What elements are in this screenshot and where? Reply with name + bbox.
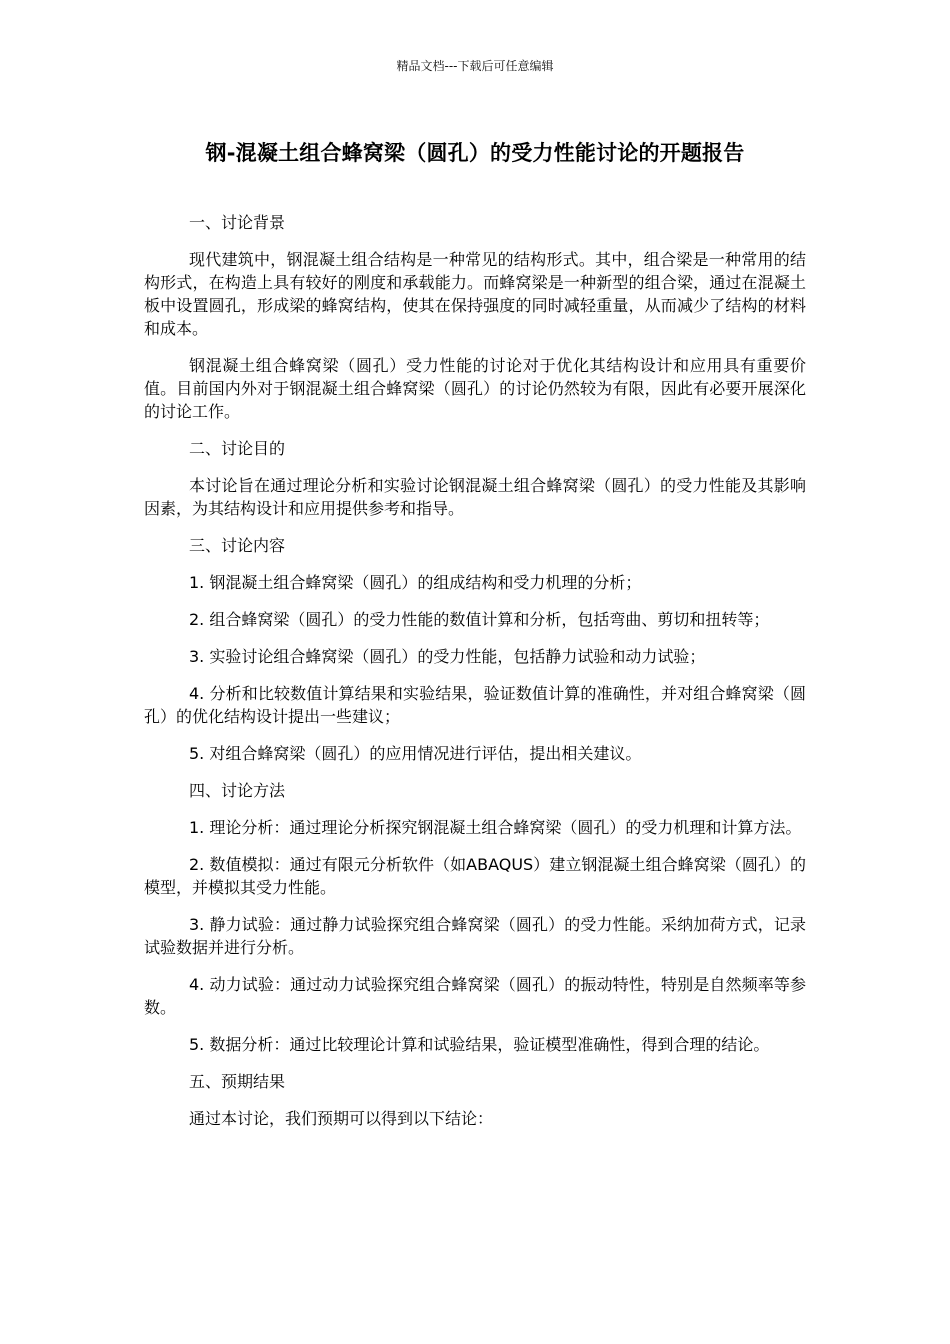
page-header-watermark: 精品文档---下载后可任意编辑 xyxy=(396,59,554,73)
list-item-content-2: 2. 组合蜂窝梁（圆孔）的受力性能的数值计算和分析，包括弯曲、剪切和扭转等； xyxy=(189,610,770,629)
list-item-method-4: 4. 动力试验：通过动力试验探究组合蜂窝梁（圆孔）的振动特性，特别是自然频率等参数。 xyxy=(144,975,806,1017)
section-heading-background: 一、讨论背景 xyxy=(189,213,286,232)
document-body xyxy=(144,211,806,1144)
section-heading-content: 三、讨论内容 xyxy=(189,536,286,555)
list-item-content-4: 4. 分析和比较数值计算结果和实验结果，验证数值计算的准确性，并对组合蜂窝梁（圆孔）的优化结构设计提出一些建议； xyxy=(144,684,806,726)
list-item-method-2: 2. 数值模拟：通过有限元分析软件（如ABAQUS）建立钢混凝土组合蜂窝梁（圆孔）的模型，并模拟其受力性能。 xyxy=(144,855,806,897)
list-item-method-1: 1. 理论分析：通过理论分析探究钢混凝土组合蜂窝梁（圆孔）的受力机理和计算方法。 xyxy=(189,818,802,837)
list-item-method-5: 5. 数据分析：通过比较理论计算和试验结果，验证模型准确性，得到合理的结论。 xyxy=(189,1035,770,1054)
paragraph-background-2: 钢混凝土组合蜂窝梁（圆孔）受力性能的讨论对于优化其结构设计和应用具有重要价值。目前国内外对于钢混凝土组合蜂窝梁（圆孔）的讨论仍然较为有限，因此有必要开展深化的讨论工作。 xyxy=(144,356,806,421)
document-title: 钢-混凝土组合蜂窝梁（圆孔）的受力性能讨论的开题报告 xyxy=(205,141,745,165)
list-item-method-3: 3. 静力试验：通过静力试验探究组合蜂窝梁（圆孔）的受力性能。采纳加荷方式，记录试验数据并进行分析。 xyxy=(144,915,806,957)
list-item-content-3: 3. 实验讨论组合蜂窝梁（圆孔）的受力性能，包括静力试验和动力试验； xyxy=(189,647,706,666)
paragraph-background-1: 现代建筑中，钢混凝土组合结构是一种常见的结构形式。其中，组合梁是一种常用的结构形式，在构造上具有较好的刚度和承载能力。而蜂窝梁是一种新型的组合梁，通过在混凝土板中设置圆孔，形成梁的蜂窝结构，使其在保持强度的同时减轻重量，从而减少了结构的材料和成本。 xyxy=(144,250,806,338)
list-item-content-1: 1. 钢混凝土组合蜂窝梁（圆孔）的组成结构和受力机理的分析； xyxy=(189,573,642,592)
section-heading-expected-results: 五、预期结果 xyxy=(189,1072,286,1091)
paragraph-purpose: 本讨论旨在通过理论分析和实验讨论钢混凝土组合蜂窝梁（圆孔）的受力性能及其影响因素，为其结构设计和应用提供参考和指导。 xyxy=(144,476,806,518)
list-item-content-5: 5. 对组合蜂窝梁（圆孔）的应用情况进行评估，提出相关建议。 xyxy=(189,744,642,763)
section-heading-methods: 四、讨论方法 xyxy=(189,781,286,800)
paragraph-expected-results: 通过本讨论，我们预期可以得到以下结论： xyxy=(189,1109,494,1128)
section-heading-purpose: 二、讨论目的 xyxy=(189,439,286,458)
